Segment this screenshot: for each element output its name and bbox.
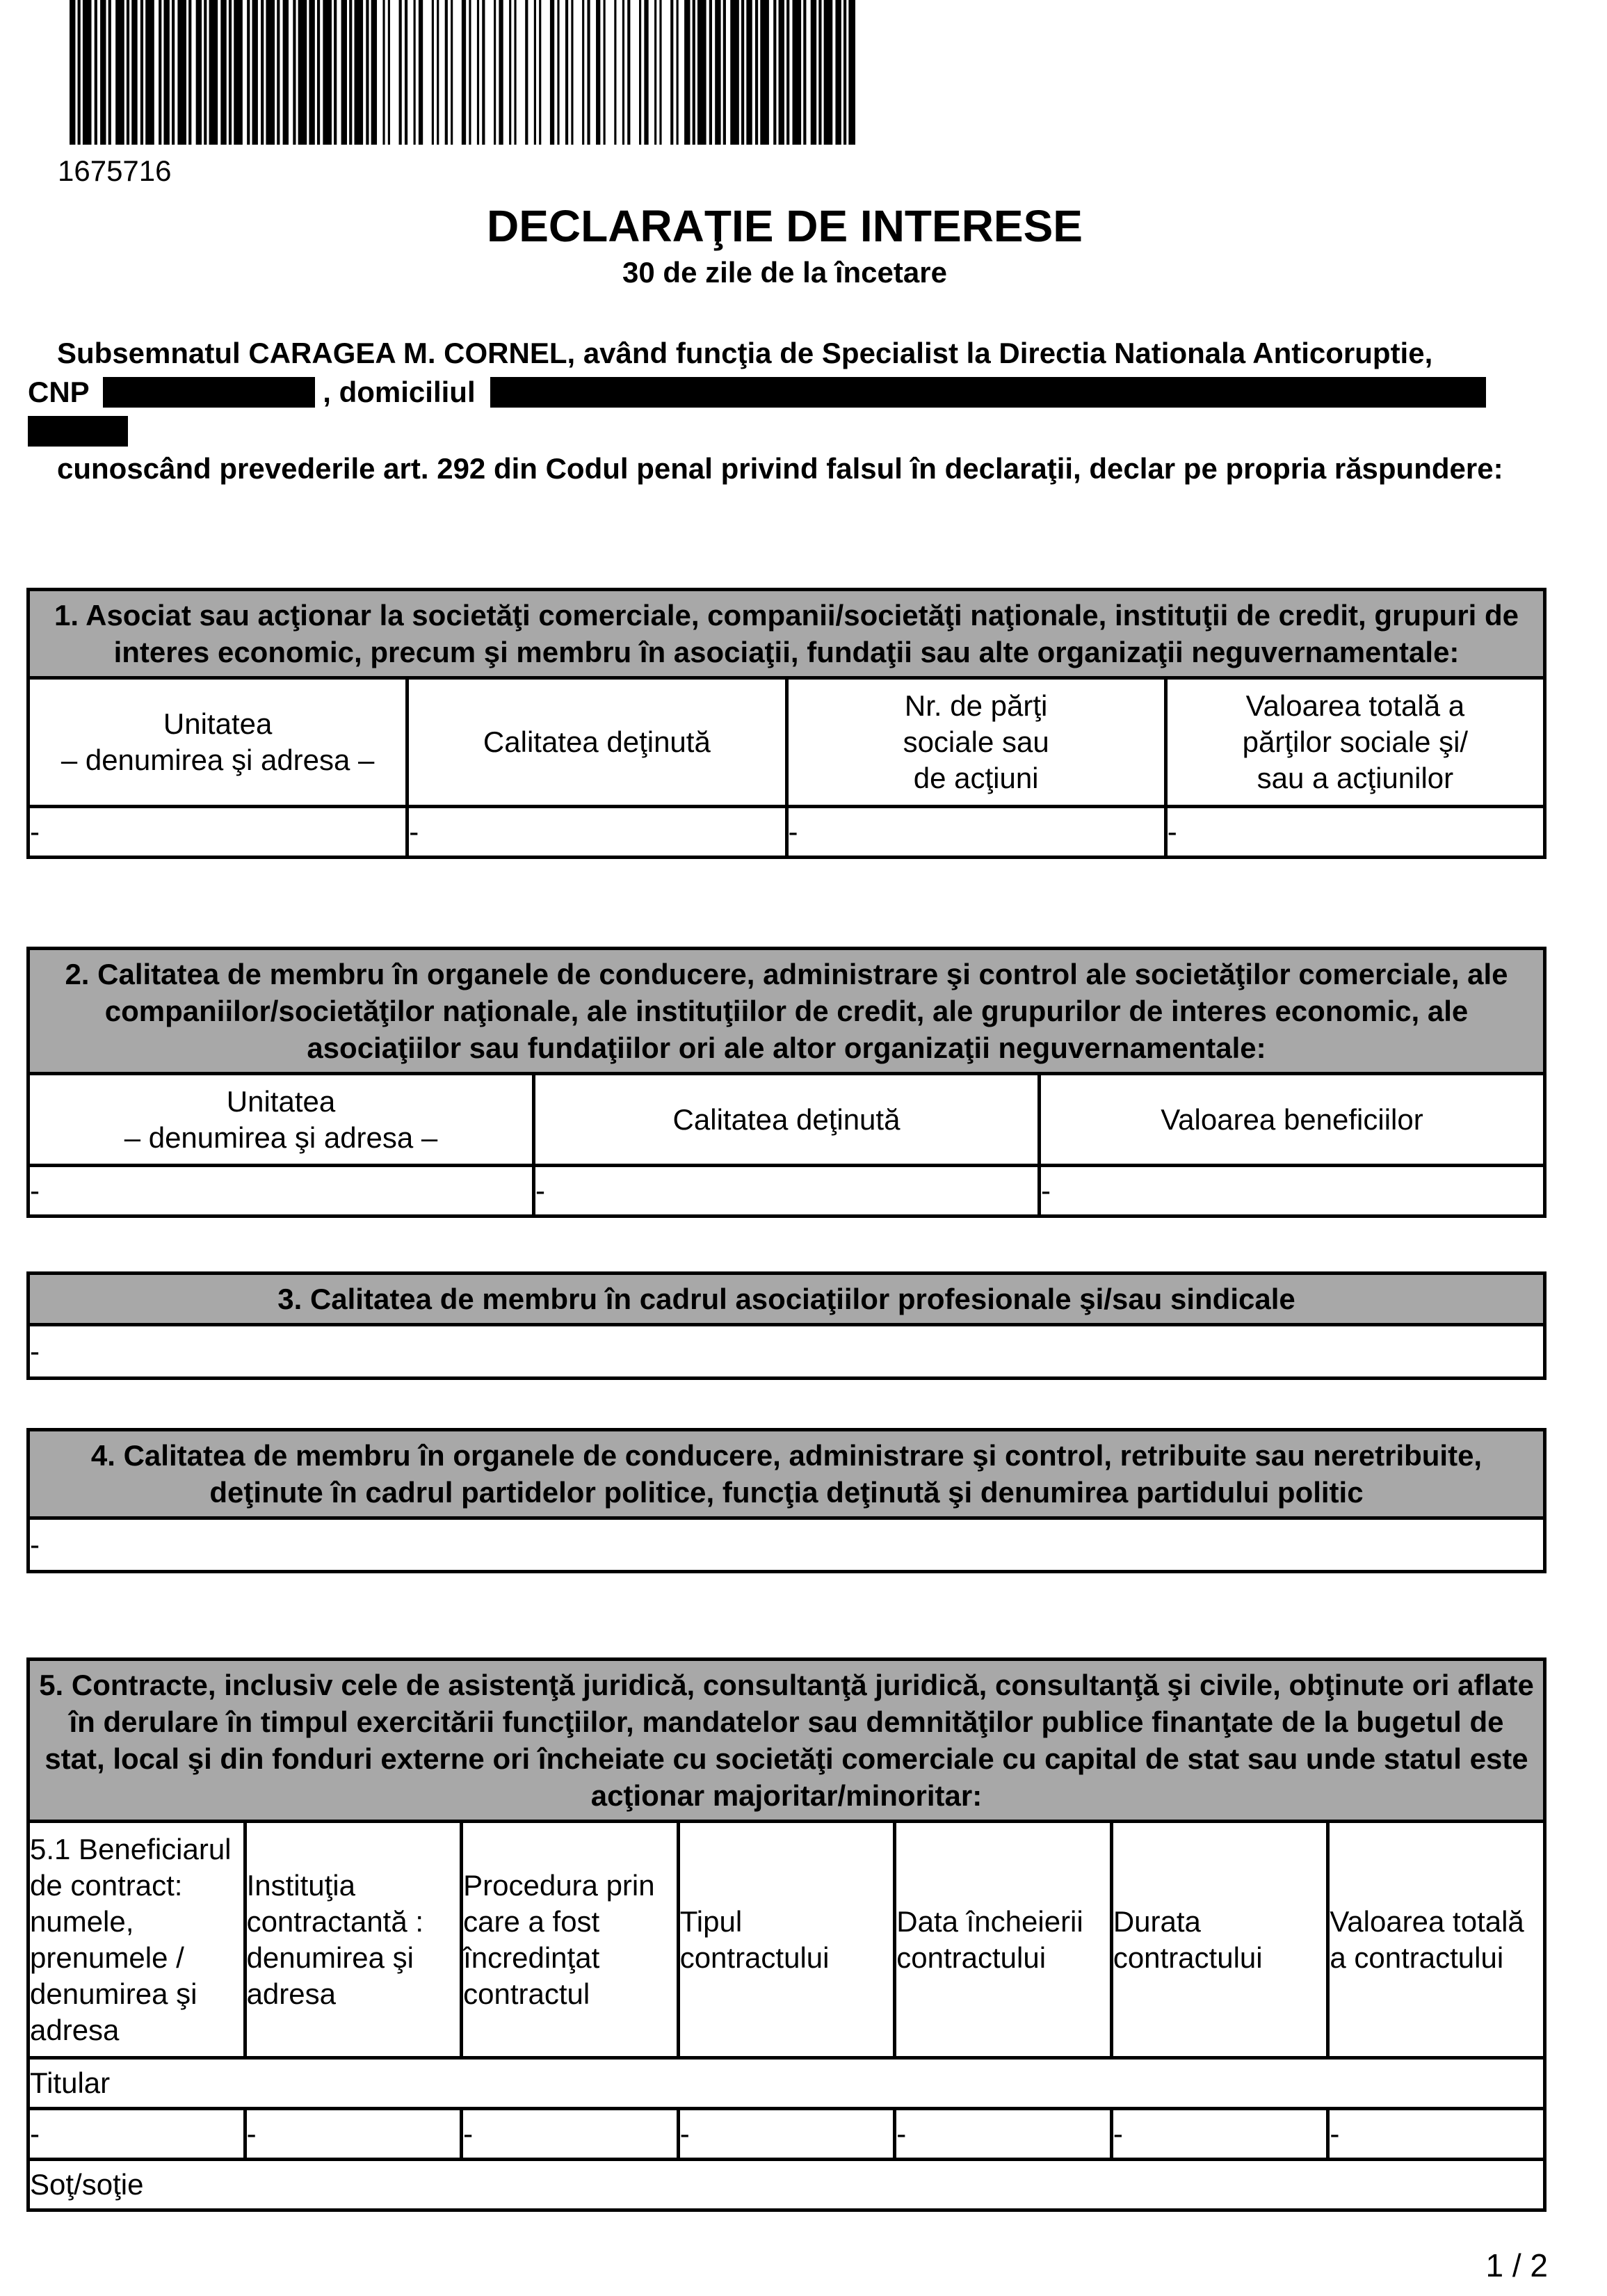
- column-header-data: Data încheierii contractului: [895, 1822, 1112, 2058]
- statement-paragraph: [28, 449, 1558, 488]
- table-cell: -: [407, 807, 786, 858]
- column-header-unitatea: Unitatea – denumirea şi adresa –: [29, 678, 407, 807]
- section-4-title: 4. Calitatea de membru în organele de conducere, administrare şi control, retribuite sau neretribuite, deţinute în cadrul partidelor politice, funcţia deţinută şi denumirea partidului politic: [29, 1430, 1545, 1518]
- table-cell: -: [1040, 1166, 1545, 1217]
- barcode: [70, 0, 855, 145]
- table-cell: -: [462, 2109, 679, 2160]
- table-cell: -: [29, 807, 407, 858]
- table-cell: -: [29, 1325, 1545, 1379]
- table-cell: -: [895, 2109, 1112, 2160]
- section-2-title: 2. Calitatea de membru în organele de conducere, administrare şi control ale societăţilor comerciale, ale companiilor/societăţilor naţionale, ale instituţiilor de credit, ale grupurilor de interes economic, ale asociaţiilor sau fundaţiilor ori ale altor organizaţii neguvernamentale:: [29, 949, 1545, 1074]
- declarant-paragraph: [28, 334, 1558, 451]
- table-cell: -: [1111, 2109, 1328, 2160]
- table-cell: -: [29, 2109, 245, 2160]
- table-cell: -: [678, 2109, 895, 2160]
- table-cell: -: [534, 1166, 1040, 1217]
- section-5-title: 5. Contracte, inclusiv cele de asistenţă juridică, consultanţă juridică, consultanţă şi civile, obţinute ori aflate în derulare în timpul exercitării funcţiilor, mandatelor sau demnităţilor publice finanţate de la bugetul de stat, local şi din fonduri externe ori încheiate cu societăţi comerciale cu capital de stat sau unde statul este acţionar majoritar/minoritar:: [29, 1660, 1545, 1822]
- cnp-line: [28, 373, 1558, 412]
- column-header-unitatea: Unitatea – denumirea şi adresa –: [29, 1074, 534, 1166]
- table-cell: -: [29, 1166, 534, 1217]
- redacted-address-continuation: [28, 416, 128, 447]
- section-3-table: [26, 1271, 1547, 1380]
- page-subtitle: 30 de zile de la încetare: [622, 256, 947, 289]
- table-cell: -: [786, 807, 1165, 858]
- column-header-valoarea: Valoarea totală a contractului: [1328, 1822, 1545, 2058]
- redacted-address: [490, 377, 1486, 408]
- column-header-tipul: Tipul contractului: [678, 1822, 895, 2058]
- document-number: 1675716: [58, 154, 172, 187]
- column-header-calitatea: Calitatea deţinută: [407, 678, 786, 807]
- address-continuation-line: [28, 412, 1558, 451]
- section-1-table: [26, 588, 1547, 859]
- declarant-line: Subsemnatul CARAGEA M. CORNEL, având funcţia de Specialist la Directia Nationala Anticoruptie,: [57, 337, 1433, 369]
- column-header-beneficiar: 5.1 Beneficiarul de contract: numele, prenumele / denumirea şi adresa: [29, 1822, 245, 2058]
- column-header-institutia: Instituţia contractantă : denumirea şi adresa: [245, 1822, 462, 2058]
- domiciliu-label: , domiciliul: [323, 376, 476, 408]
- column-header-calitatea: Calitatea deţinută: [534, 1074, 1040, 1166]
- row-label-titular: Titular: [29, 2058, 1545, 2109]
- section-2-table: [26, 947, 1547, 1218]
- column-header-procedura: Procedura prin care a fost încredinţat contractul: [462, 1822, 679, 2058]
- column-header-valoarea: Valoarea totală a părţilor sociale şi/ sau a acţiunilor: [1165, 678, 1544, 807]
- table-cell: -: [1328, 2109, 1545, 2160]
- section-1-title: 1. Asociat sau acţionar la societăţi comerciale, companii/societăţi naţionale, instituţii de credit, grupuri de interes economic, precum şi membru în asociaţii, fundaţii sau alte organizaţii neguvernamentale:: [29, 590, 1545, 678]
- redacted-cnp: [103, 377, 315, 408]
- statement-text: cunoscând prevederile art. 292 din Codul penal privind falsul în declaraţii, declar pe propria răspundere:: [57, 452, 1503, 485]
- cnp-label: CNP: [28, 376, 89, 408]
- column-header-durata: Durata contractului: [1111, 1822, 1328, 2058]
- page-title: DECLARAŢIE DE INTERESE: [487, 201, 1083, 251]
- column-header-nr-parti: Nr. de părţi sociale sau de acţiuni: [786, 678, 1165, 807]
- table-cell: -: [245, 2109, 462, 2160]
- section-4-table: [26, 1428, 1547, 1573]
- section-5-table: [26, 1657, 1547, 2212]
- page-number: 1 / 2: [1485, 2247, 1548, 2283]
- row-label-sot-sotie: Soţ/soţie: [29, 2160, 1545, 2210]
- column-header-valoarea-beneficiilor: Valoarea beneficiilor: [1040, 1074, 1545, 1166]
- table-cell: -: [1165, 807, 1544, 858]
- table-cell: -: [29, 1518, 1545, 1572]
- section-3-title: 3. Calitatea de membru în cadrul asociaţiilor profesionale şi/sau sindicale: [29, 1274, 1545, 1325]
